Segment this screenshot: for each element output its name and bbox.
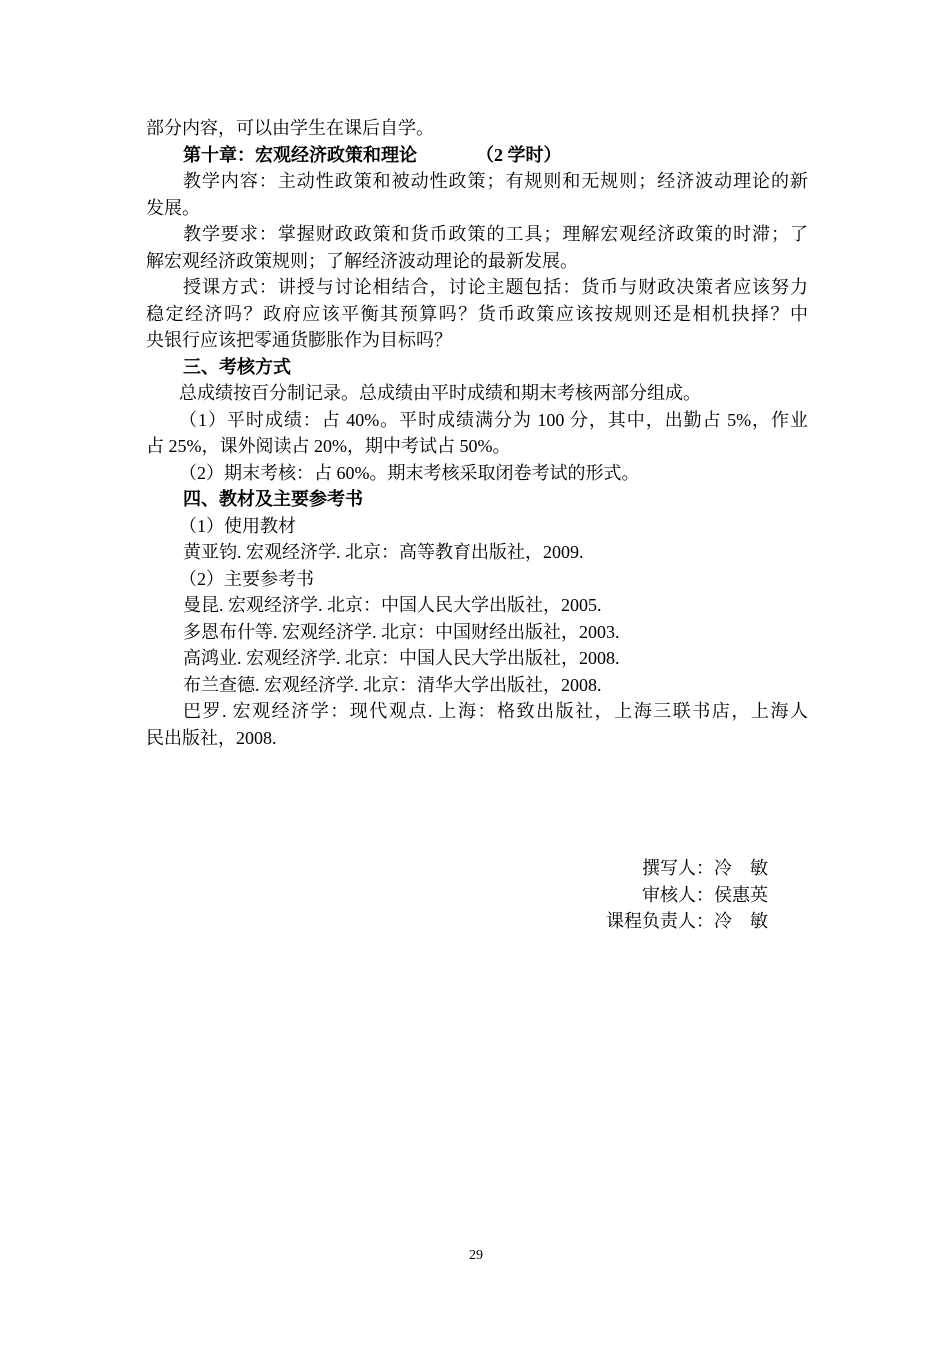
references-label: （2）主要参考书	[179, 568, 314, 589]
reference-entry: 曼昆. 宏观经济学. 北京：中国人民大学出版社，2005.	[183, 595, 602, 615]
assessment-heading: 三、考核方式	[183, 356, 291, 377]
reference-entry: 民出版社，2008.	[146, 727, 277, 748]
chapter-heading: 第十章：宏观经济政策和理论	[183, 144, 417, 165]
reference-entry: 多恩布什等. 宏观经济学. 北京：中国财经出版社，2003.	[183, 621, 620, 642]
reviewer-signature: 审核人：侯惠英	[642, 885, 768, 905]
reference-entry: 高鸿业. 宏观经济学. 北京：中国人民大学出版社，2008.	[183, 648, 620, 668]
teaching-method-line: 央银行应该把零通货膨胀作为目标吗？	[146, 330, 452, 350]
course-lead-signature: 课程负责人：冷 敏	[606, 911, 768, 931]
regular-score-line: （1）平时成绩：占 40%。平时成绩满分为 100 分，其中，出勤占 5%，作业	[179, 409, 808, 430]
teaching-requirements-line: 教学要求：掌握财政政策和货币政策的工具；理解宏观经济政策的时滞；了	[183, 224, 808, 244]
reference-entry: 巴罗. 宏观经济学：现代观点. 上海：格致出版社，上海三联书店，上海人	[183, 701, 808, 721]
teaching-method-line: 稳定经济吗？政府应该平衡其预算吗？货币政策应该按规则还是相机抉择？中	[146, 303, 808, 324]
teaching-content-line: 发展。	[146, 197, 200, 218]
books-heading: 四、教材及主要参考书	[183, 489, 363, 509]
final-exam-line: （2）期末考核：占 60%。期末考核采取闭卷考试的形式。	[179, 462, 640, 483]
textbook-label: （1）使用教材	[179, 515, 296, 536]
reference-entry: 布兰查德. 宏观经济学. 北京：清华大学出版社，2008.	[183, 674, 602, 695]
regular-score-line: 占 25%，课外阅读占 20%，期中考试占 50%。	[146, 436, 511, 456]
author-signature: 撰写人：冷 敏	[642, 858, 768, 878]
continuation-text: 部分内容，可以由学生在课后自学。	[146, 118, 434, 138]
page-number: 29	[469, 1248, 483, 1263]
teaching-method-line: 授课方式：讲授与讨论相结合，讨论主题包括：货币与财政决策者应该努力	[183, 277, 808, 297]
assessment-summary: 总成绩按百分制记录。总成绩由平时成绩和期末考核两部分组成。	[179, 383, 701, 403]
teaching-requirements-line: 解宏观经济政策规则；了解经济波动理论的最新发展。	[146, 250, 578, 271]
chapter-hours: （2 学时）	[476, 144, 562, 165]
teaching-content-line: 教学内容：主动性政策和被动性政策；有规则和无规则；经济波动理论的新	[183, 171, 808, 191]
textbook-entry: 黄亚钧. 宏观经济学. 北京：高等教育出版社，2009.	[183, 542, 584, 562]
